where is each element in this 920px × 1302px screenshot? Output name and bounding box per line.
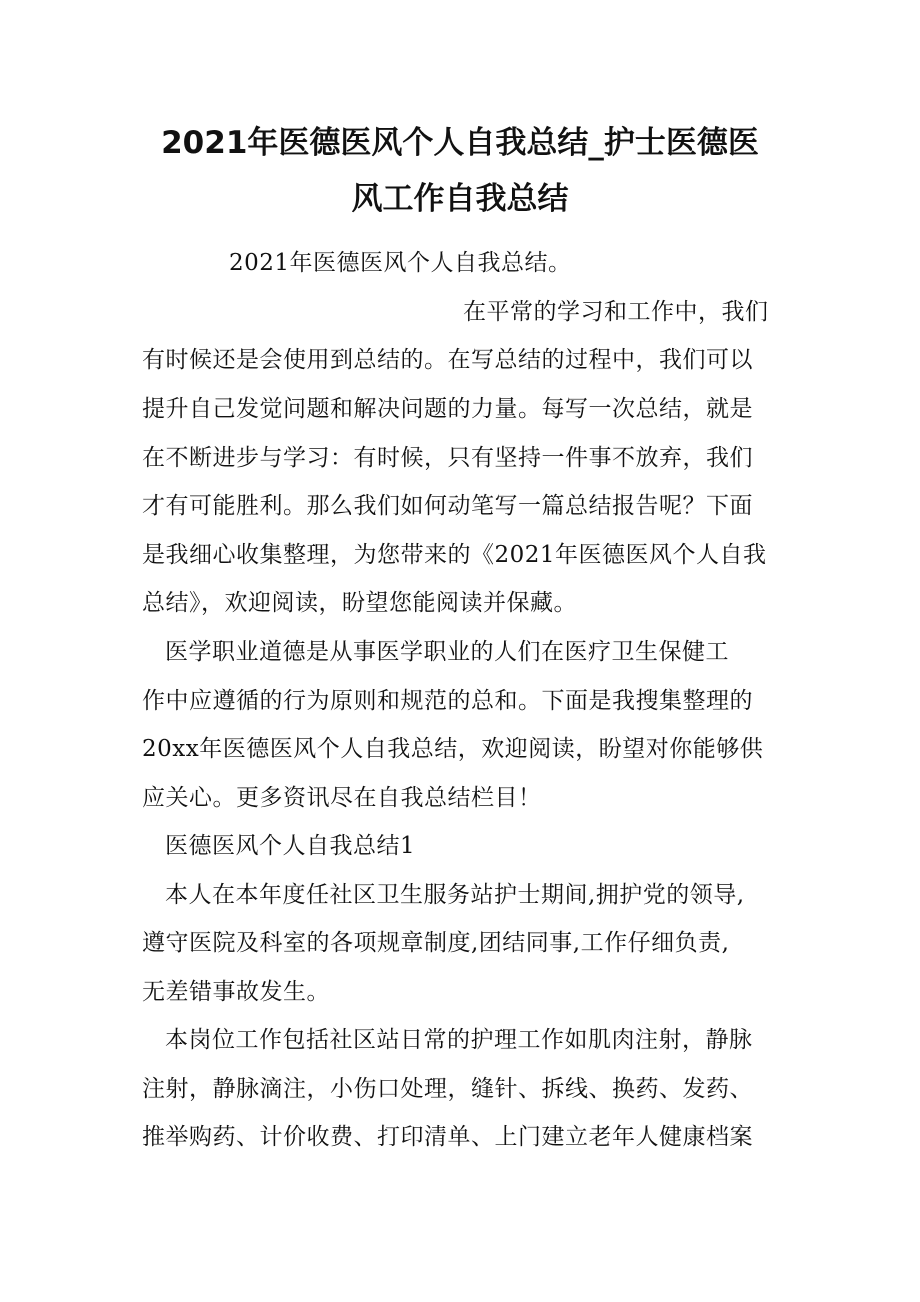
intro-line: 2021年医德医风个人自我总结。: [229, 250, 572, 276]
paragraph-line: 推举购药、计价收费、打印清单、上门建立老年人健康档案: [142, 1124, 753, 1150]
paragraph-line: 应关心。更多资讯尽在自我总结栏目！: [142, 785, 542, 811]
paragraph-line: 遵守医院及科室的各项规章制度,团结同事,工作仔细负责,: [142, 930, 730, 956]
paragraph-line: 本人在本年度任社区卫生服务站护士期间,拥护党的领导,: [165, 882, 745, 908]
paragraph-line: 20xx年医德医风个人自我总结，欢迎阅读，盼望对你能够供: [142, 736, 764, 762]
paragraph-line: 医学职业道德是从事医学职业的人们在医疗卫生保健工: [165, 639, 729, 665]
paragraph-line: 注射，静脉滴注，小伤口处理，缝针、拆线、换药、发药、: [142, 1076, 753, 1102]
paragraph-line: 本岗位工作包括社区站日常的护理工作如肌肉注射，静脉: [165, 1027, 753, 1053]
paragraph-line: 在不断进步与学习：有时候，只有坚持一件事不放弃，我们: [142, 445, 753, 471]
paragraph-line: 有时候还是会使用到总结的。在写总结的过程中，我们可以: [142, 347, 753, 373]
paragraph-line: 才有可能胜利。那么我们如何动笔写一篇总结报告呢？下面: [142, 493, 753, 519]
paragraph-line: 在平常的学习和工作中，我们: [463, 299, 769, 325]
document-title-line-2: 风工作自我总结: [351, 181, 569, 217]
section-heading: 医德医风个人自我总结1: [165, 833, 416, 859]
document-title-line-1: 2021年医德医风个人自我总结_护士医德医: [161, 125, 759, 161]
paragraph-line: 无差错事故发生。: [142, 979, 330, 1005]
paragraph-line: 作中应遵循的行为原则和规范的总和。下面是我搜集整理的: [142, 688, 753, 714]
paragraph-line: 是我细心收集整理，为您带来的《2021年医德医风个人自我: [142, 542, 767, 568]
paragraph-line: 提升自己发觉问题和解决问题的力量。每写一次总结，就是: [142, 396, 753, 422]
paragraph-line: 总结》，欢迎阅读，盼望您能阅读并保藏。: [142, 590, 577, 616]
